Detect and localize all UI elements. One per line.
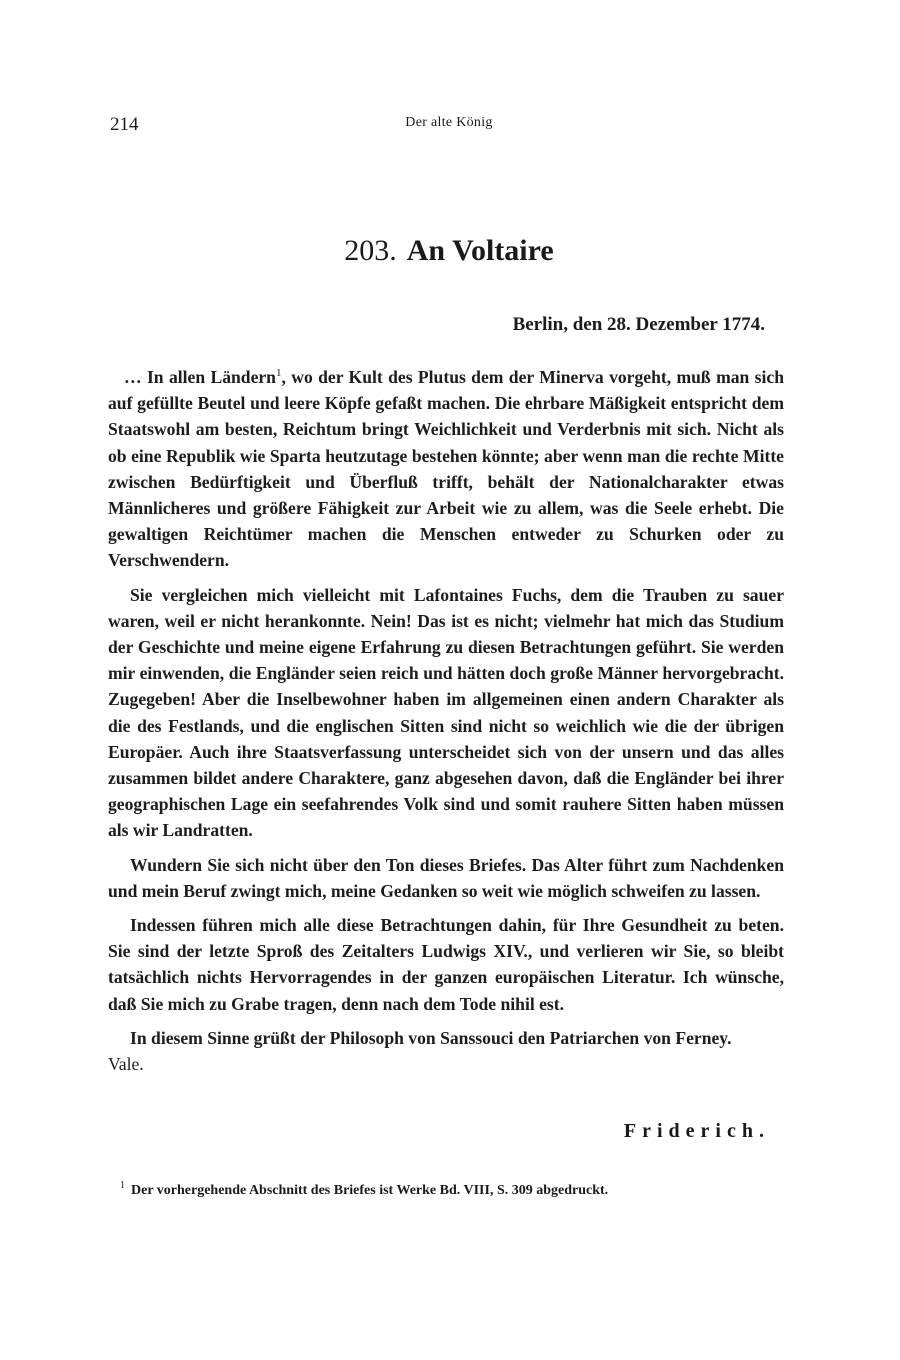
letter-title: An Voltaire — [406, 234, 554, 267]
closing-paragraph — [108, 1025, 784, 1077]
page-number: 214 — [110, 114, 139, 135]
footnote-text: Der vorhergehende Abschnitt des Briefes ist Werke Bd. VIII, S. 309 abgedruckt. — [131, 1183, 609, 1198]
paragraph-3: Wundern Sie sich nicht über den Ton dieses Briefes. Das Alter führt zum Nachdenken und mein Beruf zwingt mich, meine Gedanken so weit wie möglich schweifen zu lassen. — [108, 854, 784, 901]
running-title: Der alte König — [405, 115, 493, 130]
footnote — [120, 1180, 790, 1199]
letter-body — [108, 364, 784, 1077]
running-head — [110, 114, 788, 138]
paragraph-4: Indessen führen mich alle diese Betrachtungen dahin, für Ihre Gesundheit zu beten. Sie sind der letzte Sproß des Zeitalters Ludwigs XIV., und verlieren wir Sie, so bleibt tatsächlich nichts Hervorragendes in der ganzen europäischen Literatur. Ich wünsche, daß Sie mich zu Grabe tragen, denn nach dem Tode nihil est. — [108, 915, 784, 1014]
paragraph-1 — [108, 364, 784, 574]
letter-number: 203. — [344, 234, 397, 267]
paragraph-1-opening: … In allen Ländern — [124, 367, 276, 387]
letter-heading — [110, 234, 788, 268]
closing-line: In diesem Sinne grüßt der Philosoph von Sanssouci den Patriarchen von Ferney. — [130, 1027, 732, 1048]
footnote-reference: 1 — [275, 367, 282, 380]
footnote-mark: 1 — [120, 1180, 125, 1192]
paragraph-1-rest: , wo der Kult des Plutus dem der Minerva vorgeht, muß man sich auf gefüllte Beutel und leere Köpfe gefaßt machen. Die ehrbare Mäßigkeit entspricht dem Staatswohl am besten, Reichtum bringt Weichlichkeit und Verderbnis mit sich. Nicht als ob eine Republik wie Sparta heutzutage bestehen könnte; aber wenn man die rechte Mitte zwischen Bedürftigkeit und Überfluß trifft, behält der Nationalcharakter etwas Männlicheres und größere Fähigkeit zur Arbeit wie zu allem, was die Seele erhebt. Die gewaltigen Reichtümer machen die Menschen entweder zu Schurken oder zu Verschwendern. — [108, 367, 784, 571]
signature: Friderich. — [623, 1120, 770, 1142]
vale: Vale. — [108, 1054, 144, 1075]
paragraph-2: Sie vergleichen mich vielleicht mit Lafontaines Fuchs, dem die Trauben zu sauer waren, weil er nicht herankonnte. Nein! Das ist es nicht; vielmehr hat mich das Studium der Geschichte und meine eigene Erfahrung zu diesen Betrachtungen geführt. Sie werden mir einwenden, die Engländer seien reich und hätten doch große Männer hervorgebracht. Zugegeben! Aber die Inselbewohner haben im allgemeinen einen andern Charakter als die des Festlands, und die englischen Sitten sind nicht so weichlich wie die der übrigen Europäer. Auch ihre Staatsverfassung unterscheidet sich von der unsern und das alles zusammen bildet andere Charaktere, ganz abgesehen davon, daß die Engländer bei ihrer geographischen Lage ein seefahrendes Volk sind und somit rauhere Sitten haben müssen als wir Landratten. — [108, 584, 784, 841]
dateline: Berlin, den 28. Dezember 1774. — [512, 314, 765, 335]
